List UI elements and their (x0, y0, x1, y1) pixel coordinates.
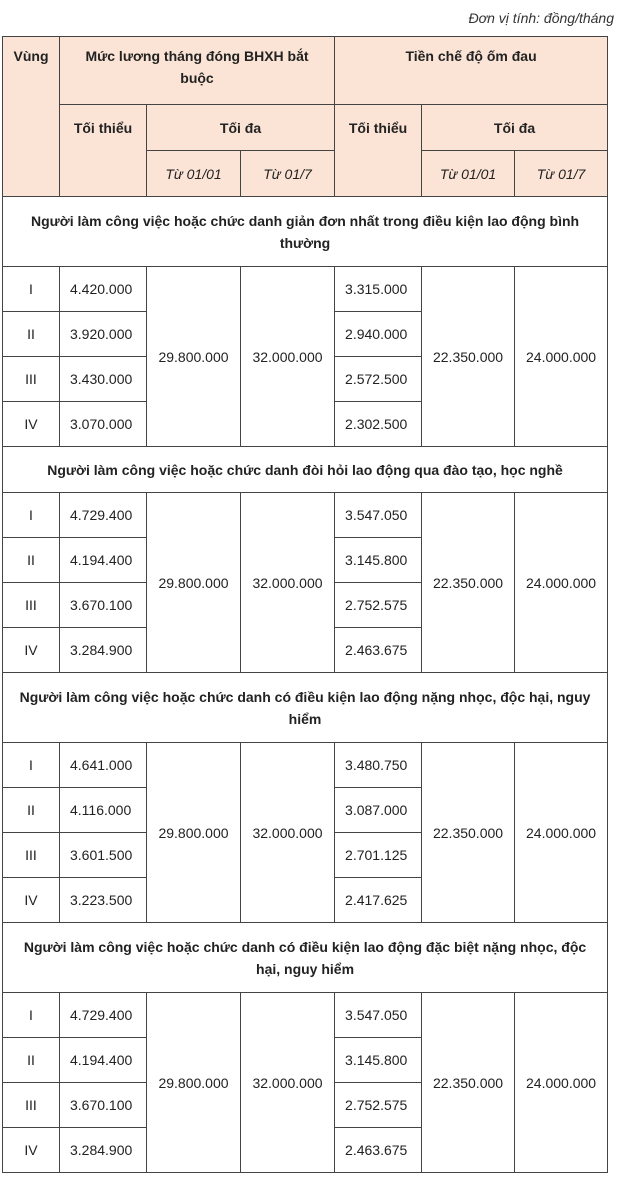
group-header-row (3, 447, 608, 493)
om-toi-da-017-cell: 24.000.000 (515, 267, 608, 447)
om-toi-thieu-cell: 2.417.625 (335, 878, 422, 923)
header-muc-luong: Mức lương tháng đóng BHXH bắt buộc (60, 37, 335, 105)
header-vung: Vùng (3, 37, 60, 197)
table-body (3, 197, 608, 1173)
table-row (3, 493, 608, 538)
luong-toi-da-0101-cell: 29.800.000 (147, 493, 241, 673)
om-toi-thieu-cell: 2.701.125 (335, 833, 422, 878)
vung-cell: III (3, 833, 60, 878)
table-row (3, 743, 608, 788)
om-toi-da-0101-cell: 22.350.000 (422, 493, 515, 673)
vung-cell: I (3, 993, 60, 1038)
luong-toi-da-0101-cell: 29.800.000 (147, 993, 241, 1173)
luong-toi-thieu-cell: 3.284.900 (60, 1128, 147, 1173)
om-toi-thieu-cell: 2.572.500 (335, 357, 422, 402)
vung-cell: II (3, 538, 60, 583)
header-om-tu-017: Từ 01/7 (515, 151, 608, 197)
group-header-row (3, 923, 608, 993)
om-toi-da-0101-cell: 22.350.000 (422, 743, 515, 923)
om-toi-thieu-cell: 3.087.000 (335, 788, 422, 833)
vung-cell: III (3, 357, 60, 402)
luong-toi-thieu-cell: 3.430.000 (60, 357, 147, 402)
luong-toi-da-017-cell: 32.000.000 (241, 743, 335, 923)
unit-note: Đơn vị tính: đồng/tháng (468, 10, 614, 26)
table-row (3, 993, 608, 1038)
header-luong-tu-0101: Từ 01/01 (147, 151, 241, 197)
luong-toi-thieu-cell: 3.223.500 (60, 878, 147, 923)
om-toi-thieu-cell: 3.315.000 (335, 267, 422, 312)
om-toi-da-0101-cell: 22.350.000 (422, 267, 515, 447)
om-toi-thieu-cell: 2.463.675 (335, 1128, 422, 1173)
group-title: Người làm công việc hoặc chức danh đòi hỏi lao động qua đào tạo, học nghề (3, 447, 608, 493)
table-header (3, 37, 608, 197)
header-luong-tu-017: Từ 01/7 (241, 151, 335, 197)
vung-cell: I (3, 493, 60, 538)
vung-cell: II (3, 312, 60, 357)
luong-toi-thieu-cell: 4.194.400 (60, 538, 147, 583)
group-title: Người làm công việc hoặc chức danh giản đơn nhất trong điều kiện lao động bình thường (3, 197, 608, 267)
om-toi-thieu-cell: 2.752.575 (335, 1083, 422, 1128)
om-toi-da-017-cell: 24.000.000 (515, 743, 608, 923)
table-row (3, 267, 608, 312)
vung-cell: I (3, 267, 60, 312)
luong-toi-da-0101-cell: 29.800.000 (147, 267, 241, 447)
luong-toi-thieu-cell: 3.920.000 (60, 312, 147, 357)
insurance-salary-table (2, 36, 608, 1173)
luong-toi-thieu-cell: 4.420.000 (60, 267, 147, 312)
vung-cell: IV (3, 628, 60, 673)
header-om-toi-da: Tối đa (422, 105, 608, 151)
om-toi-thieu-cell: 2.940.000 (335, 312, 422, 357)
luong-toi-da-017-cell: 32.000.000 (241, 493, 335, 673)
om-toi-thieu-cell: 3.480.750 (335, 743, 422, 788)
vung-cell: III (3, 1083, 60, 1128)
luong-toi-thieu-cell: 4.116.000 (60, 788, 147, 833)
om-toi-thieu-cell: 3.547.050 (335, 493, 422, 538)
luong-toi-thieu-cell: 4.194.400 (60, 1038, 147, 1083)
om-toi-thieu-cell: 2.463.675 (335, 628, 422, 673)
om-toi-da-017-cell: 24.000.000 (515, 493, 608, 673)
vung-cell: IV (3, 402, 60, 447)
vung-cell: IV (3, 878, 60, 923)
luong-toi-thieu-cell: 4.641.000 (60, 743, 147, 788)
header-om-tu-0101: Từ 01/01 (422, 151, 515, 197)
header-luong-toi-thieu: Tối thiểu (60, 105, 147, 197)
om-toi-thieu-cell: 3.547.050 (335, 993, 422, 1038)
vung-cell: I (3, 743, 60, 788)
luong-toi-da-017-cell: 32.000.000 (241, 267, 335, 447)
om-toi-thieu-cell: 2.752.575 (335, 583, 422, 628)
header-tien-che-do: Tiền chế độ ốm đau (335, 37, 608, 105)
group-title: Người làm công việc hoặc chức danh có điều kiện lao động đặc biệt nặng nhọc, độc hại, nguy hiểm (3, 923, 608, 993)
luong-toi-da-017-cell: 32.000.000 (241, 993, 335, 1173)
header-luong-toi-da: Tối đa (147, 105, 335, 151)
luong-toi-thieu-cell: 3.670.100 (60, 1083, 147, 1128)
group-header-row (3, 197, 608, 267)
luong-toi-da-0101-cell: 29.800.000 (147, 743, 241, 923)
vung-cell: II (3, 788, 60, 833)
om-toi-thieu-cell: 2.302.500 (335, 402, 422, 447)
om-toi-da-0101-cell: 22.350.000 (422, 993, 515, 1173)
header-om-toi-thieu: Tối thiểu (335, 105, 422, 197)
vung-cell: II (3, 1038, 60, 1083)
luong-toi-thieu-cell: 3.284.900 (60, 628, 147, 673)
luong-toi-thieu-cell: 3.670.100 (60, 583, 147, 628)
group-title: Người làm công việc hoặc chức danh có điều kiện lao động nặng nhọc, độc hại, nguy hiểm (3, 673, 608, 743)
vung-cell: III (3, 583, 60, 628)
luong-toi-thieu-cell: 3.601.500 (60, 833, 147, 878)
luong-toi-thieu-cell: 4.729.400 (60, 493, 147, 538)
om-toi-thieu-cell: 3.145.800 (335, 538, 422, 583)
vung-cell: IV (3, 1128, 60, 1173)
om-toi-thieu-cell: 3.145.800 (335, 1038, 422, 1083)
group-header-row (3, 673, 608, 743)
luong-toi-thieu-cell: 4.729.400 (60, 993, 147, 1038)
om-toi-da-017-cell: 24.000.000 (515, 993, 608, 1173)
luong-toi-thieu-cell: 3.070.000 (60, 402, 147, 447)
